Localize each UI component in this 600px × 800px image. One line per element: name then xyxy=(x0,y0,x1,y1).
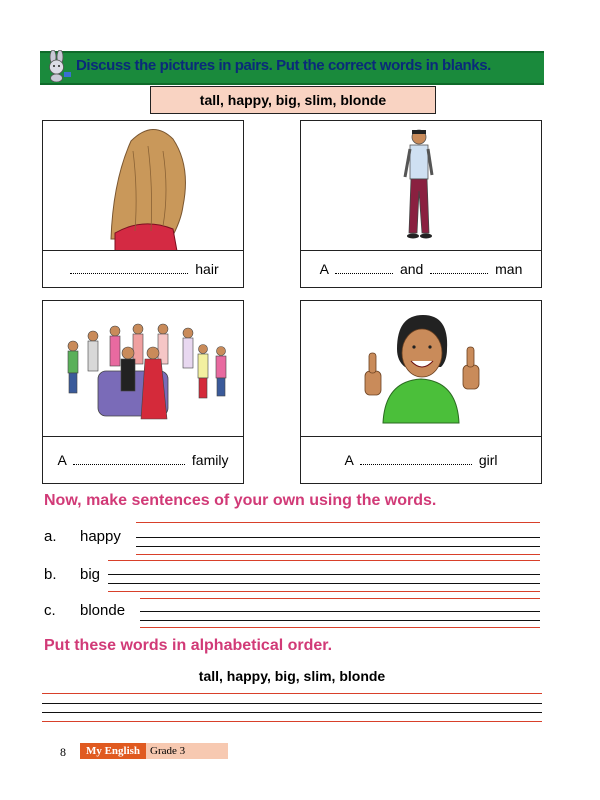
caption-family xyxy=(42,436,244,484)
blank-2[interactable] xyxy=(335,264,393,274)
caption-suffix: man xyxy=(495,261,523,277)
caption-middle: and xyxy=(399,261,424,277)
writing-line[interactable] xyxy=(140,620,540,621)
item-word-blonde: blonde xyxy=(80,602,126,619)
book-title: My English xyxy=(80,743,146,759)
rabbit-icon xyxy=(42,50,72,82)
caption-suffix: hair xyxy=(195,261,219,277)
caption-man xyxy=(300,250,542,288)
picture-blonde-hair xyxy=(42,120,244,252)
word-bank: tall, happy, big, slim, blonde xyxy=(150,86,436,114)
writing-line[interactable] xyxy=(108,560,540,561)
caption-prefix: A xyxy=(57,452,67,468)
item-word-big: big xyxy=(80,566,101,583)
writing-line[interactable] xyxy=(136,537,540,538)
caption-suffix: family xyxy=(191,452,229,468)
writing-line[interactable] xyxy=(108,591,540,592)
item-letter-a: a. xyxy=(44,528,57,545)
picture-happy-girl xyxy=(300,300,542,438)
blank-3[interactable] xyxy=(430,264,488,274)
writing-line[interactable] xyxy=(140,598,540,599)
writing-line[interactable] xyxy=(136,546,540,547)
tall-man-illustration xyxy=(301,121,541,251)
blank-4[interactable] xyxy=(73,455,185,465)
caption-girl xyxy=(300,436,542,484)
picture-tall-slim-man xyxy=(300,120,542,252)
picture-big-family xyxy=(42,300,244,438)
writing-line[interactable] xyxy=(140,611,540,612)
page-number: 8 xyxy=(60,745,66,759)
writing-line[interactable] xyxy=(42,703,542,704)
writing-line[interactable] xyxy=(140,627,540,628)
writing-line[interactable] xyxy=(108,574,540,575)
caption-suffix: girl xyxy=(478,452,498,468)
alphabetical-words: tall, happy, big, slim, blonde xyxy=(198,668,386,684)
happy-girl-illustration xyxy=(301,301,541,437)
writing-line[interactable] xyxy=(136,554,540,555)
writing-line[interactable] xyxy=(42,721,542,722)
sentences-heading: Now, make sentences of your own using the words. xyxy=(44,492,437,509)
writing-line[interactable] xyxy=(108,583,540,584)
caption-prefix: A xyxy=(344,452,354,468)
family-illustration xyxy=(43,301,243,437)
instruction-text: Discuss the pictures in pairs. Put the correct words in blanks. xyxy=(76,57,491,74)
alphabetical-heading: Put these words in alphabetical order. xyxy=(44,637,333,654)
caption-prefix: A xyxy=(319,261,329,277)
blank-5[interactable] xyxy=(360,455,472,465)
writing-line[interactable] xyxy=(42,712,542,713)
blank-1[interactable] xyxy=(70,264,188,274)
writing-line[interactable] xyxy=(42,693,542,694)
item-letter-c: c. xyxy=(44,602,56,619)
blonde-woman-illustration xyxy=(43,121,243,251)
caption-hair xyxy=(42,250,244,288)
grade-label: Grade 3 xyxy=(150,745,186,757)
item-letter-b: b. xyxy=(44,566,57,583)
writing-line[interactable] xyxy=(136,522,540,523)
item-word-happy: happy xyxy=(80,528,121,545)
